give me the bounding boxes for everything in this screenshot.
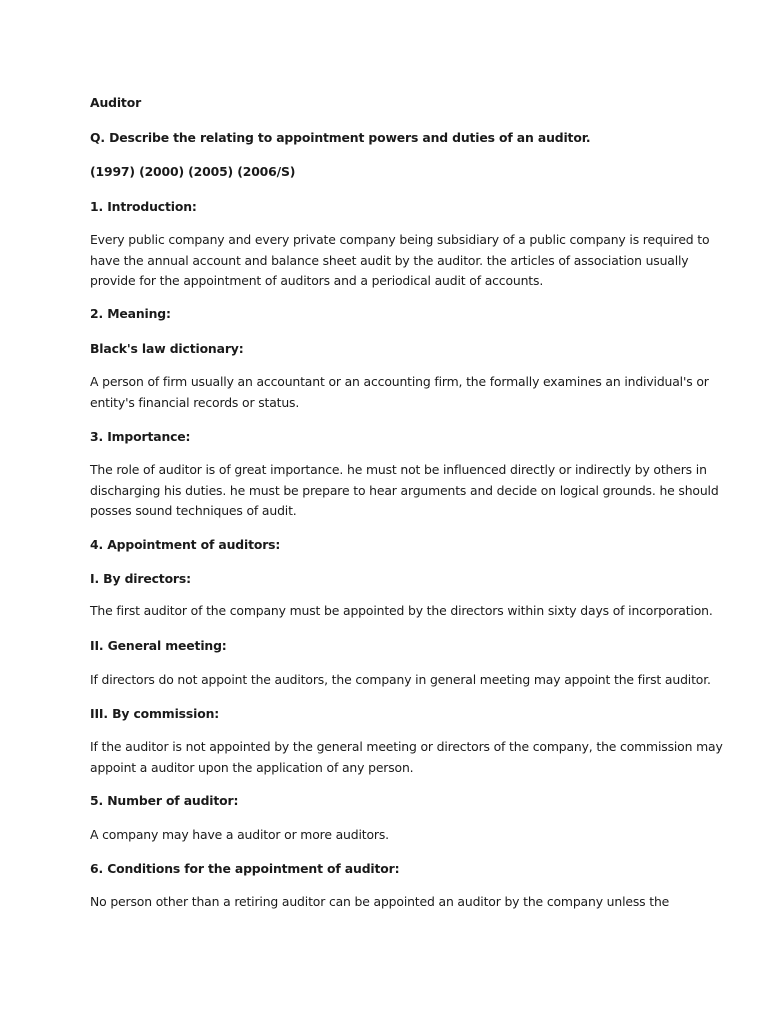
- paragraph-line: A person of firm usually an accountant or an accounting firm, the formally examines an individual's or: [90, 374, 709, 389]
- meaning-heading: 2. Meaning:: [90, 306, 171, 321]
- question-heading: Q. Describe the relating to appointment powers and duties of an auditor.: [90, 130, 591, 145]
- number-of-auditor-paragraph: A company may have a auditor or more auditors.: [90, 827, 389, 842]
- paragraph-line: posses sound techniques of audit.: [90, 503, 297, 518]
- importance-paragraph: [90, 460, 719, 522]
- by-directors-heading: I. By directors:: [90, 571, 191, 586]
- paragraph-line: provide for the appointment of auditors and a periodical audit of accounts.: [90, 273, 544, 288]
- paragraph-line: Every public company and every private company being subsidiary of a public company is required to: [90, 232, 710, 247]
- document-title: Auditor: [90, 95, 142, 110]
- conditions-paragraph: No person other than a retiring auditor can be appointed an auditor by the company unless the: [90, 894, 670, 909]
- by-commission-paragraph: [90, 737, 723, 778]
- meaning-paragraph: [90, 372, 709, 413]
- paragraph-line: appoint a auditor upon the application of any person.: [90, 759, 414, 775]
- exam-years: (1997) (2000) (2005) (2006/S): [90, 164, 296, 179]
- paragraph-line: have the annual account and balance sheet audit by the auditor. the articles of association usually: [90, 252, 689, 268]
- paragraph-line: If the auditor is not appointed by the general meeting or directors of the company, the commission may: [90, 739, 723, 754]
- paragraph-line: entity's financial records or status.: [90, 394, 300, 410]
- importance-heading: 3. Importance:: [90, 429, 191, 444]
- introduction-heading: 1. Introduction:: [90, 199, 197, 214]
- general-meeting-paragraph: If directors do not appoint the auditors, the company in general meeting may appoint the first auditor.: [90, 672, 711, 687]
- appointment-heading: 4. Appointment of auditors:: [90, 537, 281, 552]
- paragraph-line: discharging his duties. he must be prepare to hear arguments and decide on logical grounds. he should: [90, 482, 719, 498]
- number-of-auditor-heading: 5. Number of auditor:: [90, 793, 239, 808]
- by-directors-paragraph: The first auditor of the company must be appointed by the directors within sixty days of incorporation.: [90, 603, 713, 618]
- by-commission-heading: III. By commission:: [90, 706, 220, 721]
- blacks-law-subheading: Black's law dictionary:: [90, 341, 244, 356]
- conditions-heading: 6. Conditions for the appointment of auditor:: [90, 861, 400, 876]
- general-meeting-heading: II. General meeting:: [90, 638, 227, 653]
- introduction-paragraph: [90, 230, 710, 292]
- paragraph-line: The role of auditor is of great importance. he must not be influenced directly or indirectly by others in: [90, 462, 707, 477]
